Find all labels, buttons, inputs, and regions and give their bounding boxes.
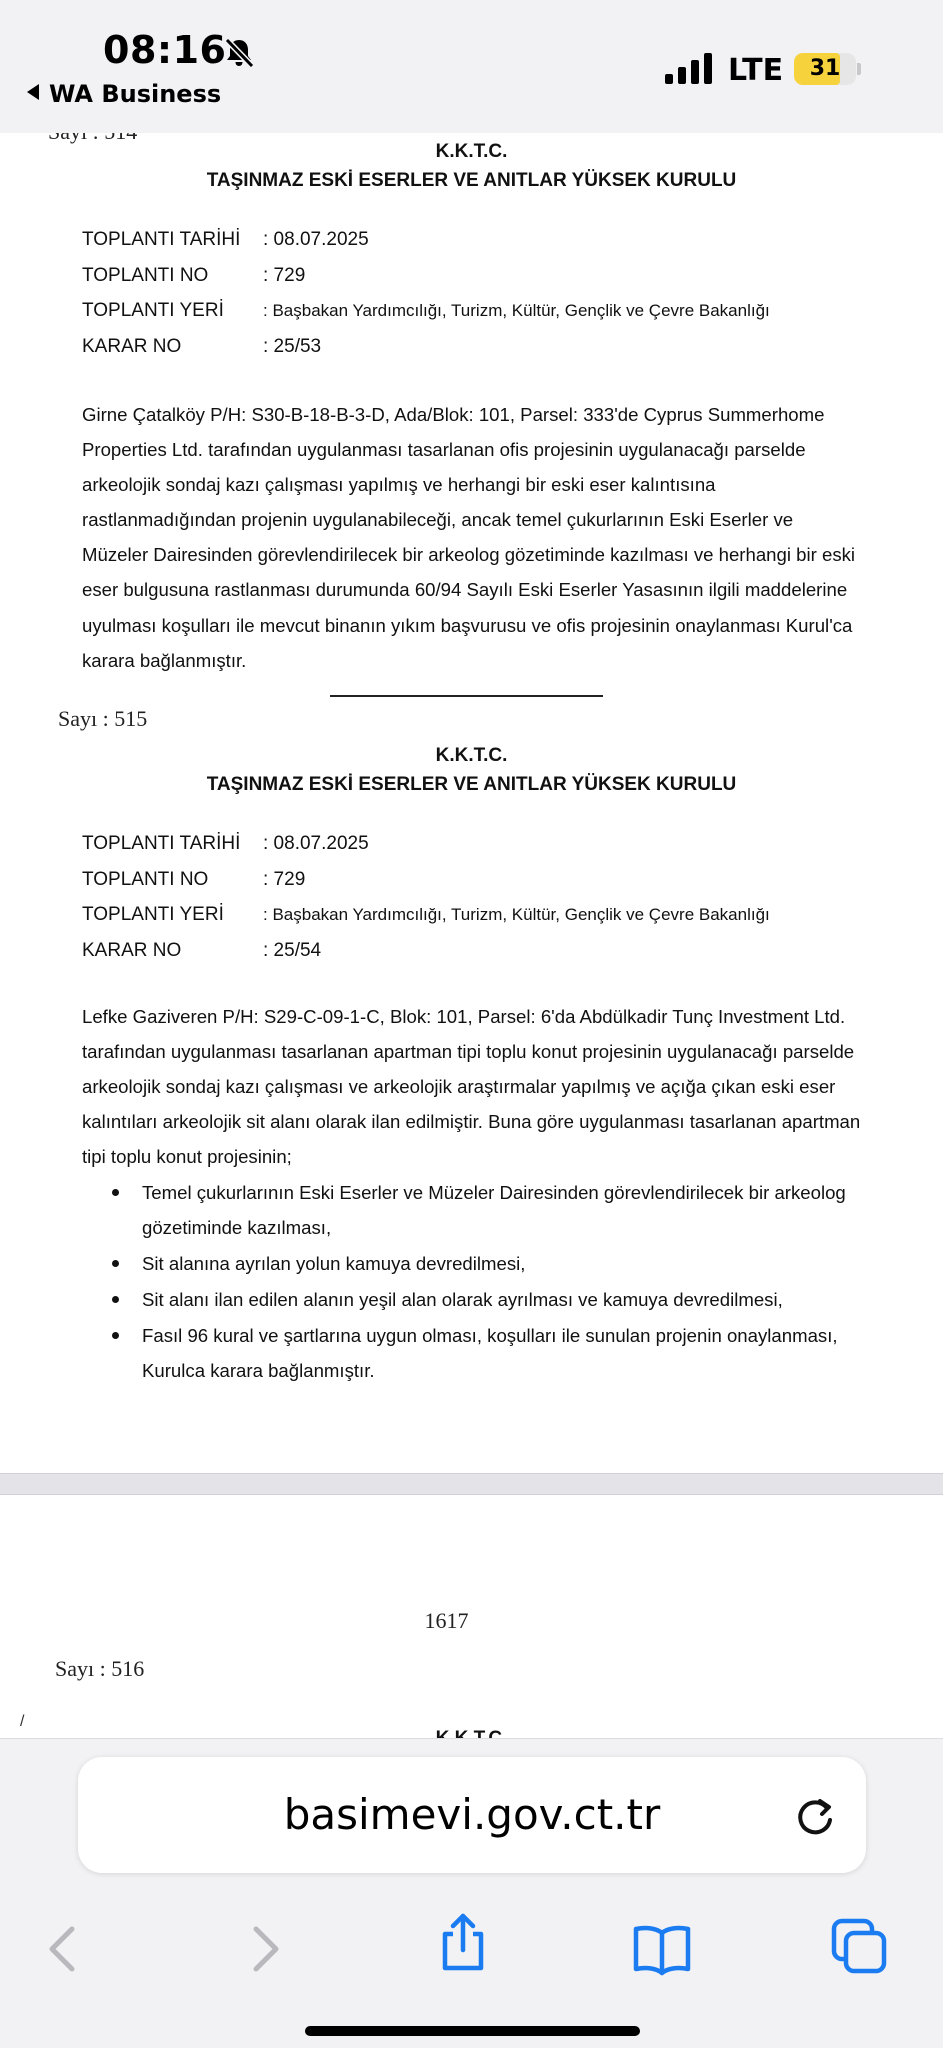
address-bar[interactable] <box>78 1757 866 1873</box>
meta-label: TOPLANTI YERİ <box>82 300 224 321</box>
section1-board-header: TAŞINMAZ ESKİ ESERLER VE ANITLAR YÜKSEK KURULU <box>206 170 737 191</box>
browser-toolbar <box>0 1738 943 2048</box>
meta-row-place <box>82 300 882 336</box>
meta-label: KARAR NO <box>82 939 182 961</box>
reload-icon[interactable] <box>792 1793 838 1839</box>
meta-value: : 25/53 <box>263 335 322 357</box>
status-bar <box>0 0 943 133</box>
meta-value: : 25/54 <box>263 939 322 961</box>
section2-sayi-label: Sayı : 515 <box>58 706 148 731</box>
bookmarks-icon[interactable] <box>632 1919 692 1979</box>
cellular-signal-icon <box>665 52 713 86</box>
condition-item: Fasıl 96 kural ve şartlarına uygun olması, koşulları ile sunulan projenin onaylanması, Kurulca karara bağlanmıştır. <box>110 1318 870 1388</box>
tabs-icon[interactable] <box>830 1917 890 1977</box>
section1-decision-text: Girne Çatalköy P/H: S30-B-18-B-3-D, Ada/Blok: 101, Parsel: 333'de Cyprus Summerhome Properties Ltd. tarafından uygulanması tasarlanan ofis projesinin uygulanacağı parselde arkeolojik sondaj kazı çalışması yapılmış ve herhangi bir eski eser kalıntısına rastlanmadığından projenin uygulanabileceği, ancak temel çukurlarının Eski Eserler ve Müzeler Dairesinden görevlendirilecek bir arkeolog gözetiminde kazılması ve herhangi bir eski eser bulgusuna rastlanması durumunda 60/94 Sayılı Eski Eserler Yasasının ilgili maddelerine uyulması koşulları ile mevcut binanın yıkım başvurusu ve ofis projesinin onaylanması Kurul'ca karara bağlanmıştır. <box>82 404 856 671</box>
condition-item: Temel çukurlarının Eski Eserler ve Müzeler Dairesinden görevlendirilecek bir arkeolog gözetiminde kazılması, <box>110 1175 870 1245</box>
page-separator <box>0 1473 943 1495</box>
share-icon[interactable] <box>433 1912 493 1972</box>
meta-row-place <box>82 904 882 940</box>
battery-level: 31 <box>809 56 841 81</box>
meta-label: TOPLANTI NO <box>82 264 209 286</box>
section1-country-header: K.K.T.C. <box>435 141 508 162</box>
page2-margin-mark: / <box>20 1713 25 1730</box>
url-text[interactable]: basimevi.gov.ct.tr <box>283 1790 661 1839</box>
meta-row-decision <box>82 336 882 372</box>
meta-row-date <box>82 833 882 869</box>
back-icon[interactable] <box>32 1919 92 1979</box>
battery-icon <box>794 53 856 85</box>
section1-meeting-info <box>82 229 882 371</box>
back-to-app-button[interactable] <box>27 80 221 108</box>
battery-tip <box>857 63 861 75</box>
forward-icon[interactable] <box>236 1919 296 1979</box>
document-page[interactable] <box>0 133 943 1473</box>
meta-value: : 729 <box>263 868 306 890</box>
condition-item: Sit alanına ayrılan yolun kamuya devredilmesi, <box>110 1246 870 1281</box>
meta-row-decision <box>82 940 882 976</box>
clock: 08:16 <box>103 28 227 72</box>
meta-row-number <box>82 869 882 905</box>
document-page-2[interactable] <box>0 1495 943 1738</box>
section-divider <box>330 695 603 697</box>
meta-value: : Başbakan Yardımcılığı, Turizm, Kültür, Gençlik ve Çevre Bakanlığı <box>263 301 770 320</box>
bell-slash-icon <box>222 36 256 70</box>
section2-board-header: TAŞINMAZ ESKİ ESERLER VE ANITLAR YÜKSEK KURULU <box>206 774 737 795</box>
network-type: LTE <box>728 53 784 88</box>
page-number: 1617 <box>424 1608 469 1633</box>
meta-value: : 08.07.2025 <box>263 229 369 250</box>
page2-sayi-label: Sayı : 516 <box>55 1656 145 1681</box>
meta-value: : 729 <box>263 264 306 286</box>
meta-row-date <box>82 229 882 265</box>
meta-row-number <box>82 265 882 301</box>
condition-item: Sit alanı ilan edilen alanın yeşil alan olarak ayrılması ve kamuya devredilmesi, <box>110 1282 870 1317</box>
meta-value: : 08.07.2025 <box>263 833 369 854</box>
meta-label: KARAR NO <box>82 335 182 357</box>
meta-label: TOPLANTI TARİHİ <box>82 833 241 854</box>
meta-label: TOPLANTI NO <box>82 868 209 890</box>
meta-label: TOPLANTI TARİHİ <box>82 229 241 250</box>
meta-label: TOPLANTI YERİ <box>82 904 224 925</box>
home-indicator[interactable] <box>305 2026 640 2036</box>
section2-meeting-info <box>82 833 882 975</box>
section2-country-header: K.K.T.C. <box>435 745 508 766</box>
section2-conditions-list <box>110 1175 870 1390</box>
section2-decision-text: Lefke Gaziveren P/H: S29-C-09-1-C, Blok: 101, Parsel: 6'da Abdülkadir Tunç Investment Ltd. tarafından uygulanması tasarlanan apartman tipi toplu konut projesinin uygulanacağı parselde arkeolojik sondaj kazı çalışması ve arkeolojik araştırmalar yapılmış ve açığa çıkan eski eser kalıntıları arkeolojik sit alanı olarak ilan edilmiştir. Buna göre uygulanması tasarlanan apartman tipi toplu konut projesinin; <box>82 1006 861 1168</box>
meta-value: : Başbakan Yardımcılığı, Turizm, Kültür, Gençlik ve Çevre Bakanlığı <box>263 905 770 924</box>
back-app-label: WA Business <box>49 80 222 108</box>
back-arrow-icon <box>27 84 39 100</box>
